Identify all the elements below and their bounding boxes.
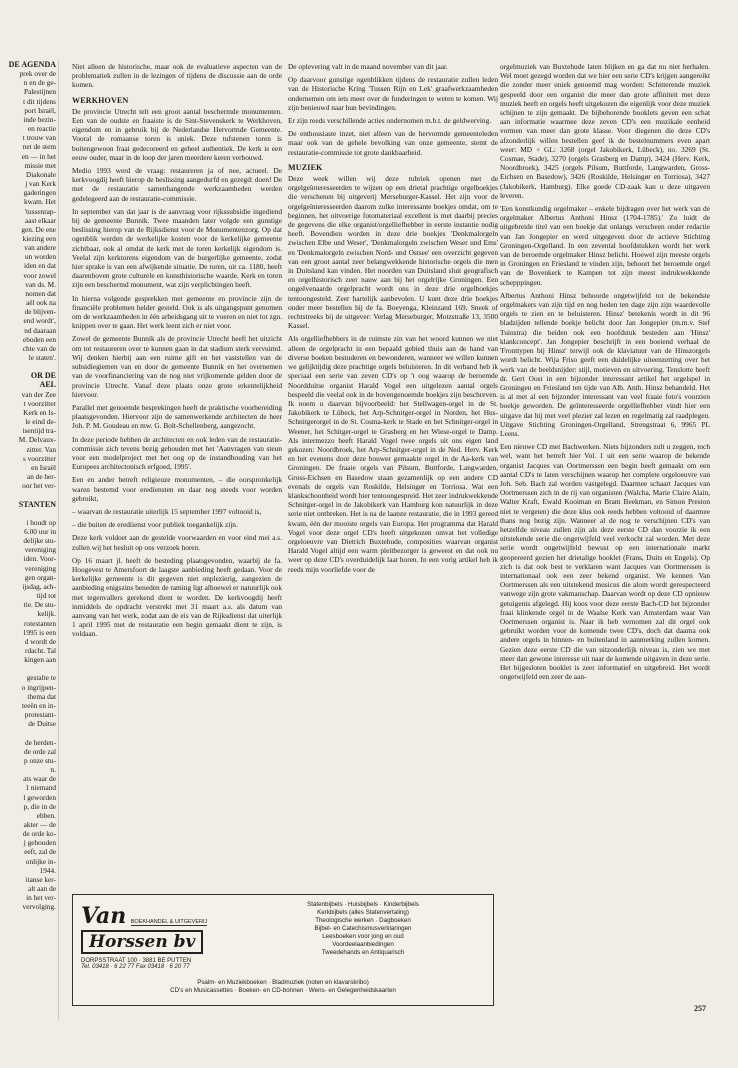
margin-line: de orde zal	[23, 746, 56, 756]
margin-line: j gehouden	[23, 838, 56, 848]
margin-line: oor het ver-	[22, 481, 56, 491]
margin-line: port Israël,	[24, 105, 56, 115]
ad-bottom-line: Psalm- en Muziekboeken · Bladmuziek (noten en klavarskribo)	[197, 979, 369, 986]
margin-line	[0, 490, 58, 499]
paragraph: – waarvan de restauratie uiterlijk 15 september 1997 voltooid is,	[72, 506, 262, 516]
margin-line: 1944.	[39, 865, 56, 875]
ad-logo-horssen: Horssen bv	[81, 930, 203, 954]
margin-line: aël ook na	[26, 298, 56, 308]
ad-subtitle: BOEKHANDEL & UITGEVERIJ	[130, 919, 208, 925]
column-3	[500, 62, 710, 1012]
margin-line: gen. De ene	[21, 224, 56, 234]
paragraph: Zowel de gemeente Bunnik als de provincie Utrecht heeft het uitzicht om tot restaureren over te kunnen gaan in dat stadium sterk vervuimd. Wij denken hierbij aan een ruime gift en het vaststellen van de subsidiegiemen van en door de gemeente Bunnik en het overnemen van de voorfinanciering van de nog niet vrijkomende gelden door de provincie Utrecht. Vanaf deze plaats onze grote erkentelijkheid hiervoor.	[72, 334, 282, 399]
margin-line: Kerk en Is-	[23, 407, 56, 417]
paragraph: De oplevering valt in de maand november van dit jaar.	[288, 62, 448, 71]
margin-line: o ingrijpen-	[21, 682, 56, 692]
paragraph: orgelmuziek van Buxtehude laten blijken en ga dat nu niet herhalen. Wel moet gezegd worden dat we hier een serie CD's krijgen aangereikt die zonder meer uniek genoemd mag worden: Schitterende muziek gespeeld door een organist die meer dan grote affiniteit met deze muziek heeft en orgels heeft uitgekozen die eigenlijk voor deze muziek schijnen te zijn gemaakt. De bijbehorende booklets geven een schat aan informatie waarmee deze zeven CD's een muzikale eenheid vormen van meer dan grote klasse. Voor diegenen die deze CD's afzonderlijk willen bestellen geef ik de bestelnummers even apart weer: MD + GL: 3268 (orgel Jakobikerk, Lübeck), no. 3269 (St. Cosmae, Stade), 3270 (orgels Grasberg en Damp), 3424 (Herv. Kerk, Noordbroek), 3425 (orgels Pilsum, Buttforde, Langwarden, Gross-Eichsen en Basedow), 3426 (Roskilde, Helsingør en Torriosa), 3427 (Jakobikerk, Hamburg). Elke goede CD-zaak kan u deze uitgaven leveren.	[500, 62, 710, 200]
paragraph: In deze periode hebben de architecten en ook leden van de restauratie-commissie zich tevens bezig gehouden met het 'Aanvragen van steun voor een modelproject met het oog op de instandhouding van het Europees architectonisch erfgoed, 1995'.	[72, 434, 282, 472]
margin-line: missie met	[24, 160, 56, 170]
margin-line: de blijven-	[24, 307, 56, 317]
section-heading: WERKHOVEN	[72, 95, 129, 105]
ad-item: Kerkbijbels (alles Statenvertaling)	[317, 909, 409, 916]
margin-line: protestant-	[24, 710, 56, 720]
margin-line: j van Kerk	[25, 179, 56, 189]
margin-line: n en de ge-	[23, 78, 56, 88]
paragraph: Op 16 maart jl. heeft de besteding plaatsgevonden, waarbij de fa. Hoogevest te Amersfoort de laagste aanbieding heeft gedaan. Voor de kerkelijke gemeente is dit gegeven niet onplezierig, aangezien de aanbieding enigszins beneden de raming ligt alhoewel er natuurlijk ook met tegenvallers gerekend dient te worden. De kerkvoogdij heeft inmiddels de opdracht verstrekt met 31 maart a.s. als datum van aanvang van het werk, zodat aan de eis van de Rijksdienst dat uiterlijk 1 april 1995 met de restauratie een begin gemaakt dient te zijn, is voldaan.	[72, 555, 282, 639]
margin-line: Palestijnen	[23, 87, 56, 97]
advertisement	[72, 894, 494, 1006]
margin-line: aast elkaar	[25, 215, 56, 225]
margin-line: nomen dat	[25, 288, 56, 298]
margin-line: 1 niemand	[25, 783, 56, 793]
margin-line: ebben.	[36, 810, 56, 820]
margin-line: n.	[50, 765, 56, 775]
ad-logo	[81, 903, 231, 970]
paragraph: De provincie Utrecht telt een groot aantal beschermde monumenten. Een van de oudste en fraaiste is de Sint-Stevenskerk te Werkhoven, eigendom en in gebruik bij de Nederlandse Hervormde Gemeente. Vooral de romaanse toren is uniek. Deze tufstenen toren is buitengewoon fraai gedecoreerd en geheel authentiek. De kerk is een eeuw ouder, maar in de loop der jaren meerdere keren verbouwd.	[72, 106, 282, 162]
margin-line: iden. Voor-	[23, 554, 56, 564]
margin-line: van der Zee	[21, 389, 56, 399]
paragraph: In hierna volgende gesprekken met gemeente en provincie zijn de financiële problemen helder gesteld. Ook is als uitgangspunt genomen om de werkzaamheden in één arbeidsgang uit te voeren en niet tot zgn. knippen over te gaan. Het werk leent zich er niet voor.	[72, 293, 282, 331]
ad-telephone: Tel. 03418 · 6 22 77 Fax 03418 · 6 20 77	[81, 964, 190, 970]
margin-line: vervolging.	[22, 902, 56, 912]
margin-line: chte van de	[22, 343, 56, 353]
margin-line	[0, 728, 58, 737]
margin-line: en Israël	[31, 462, 56, 472]
margin-line: rdacht. Tal	[25, 646, 56, 655]
paragraph: In september van dat jaar is de aanvraag voor rijkssubsidie ingediend bij de gemeente Bunnik. Twee maanden later volgde een gunstige beslissing hierop van de Rijksdienst voor de Monumentenzorg. Op dat ogenblik werden de werkelijke kosten voor de kerkelijke gemeente zichtbaar, ook al omdat de kerk met de toren kerkelijk eigendom is. Veelal zijn kerktorens eigendom van de burgerlijke gemeente, zodat hier sprake is van een afwijkende situatie. De toren, uit ca. 1180, heeft daarenboven grote culturele en kunsthistorische waarde. Kerk en toren zijn een beschermd monument, wat zijn verplichtingen heeft.	[72, 206, 282, 290]
margin-line: M. Delvaux-	[18, 435, 56, 445]
margin-line: gen organ-	[24, 572, 56, 582]
margin-line: p, die in de	[23, 801, 56, 811]
margin-line: le staten'.	[28, 353, 56, 362]
ad-bottom-lines	[79, 979, 487, 995]
margin-line: tijd tot	[36, 591, 56, 601]
margin-line: de herden-	[25, 737, 56, 747]
margin-line: inde bezin-	[23, 114, 56, 124]
margin-line: 1995 is een	[22, 627, 56, 637]
margin-line: STANTEN	[18, 499, 56, 509]
margin-line: vereniging	[24, 545, 56, 555]
paragraph: Een en ander betreft religieuze monumenten, – die oorspronkelijk waren bestemd voor erediensten en daar nog steeds voor worden gebruikt,	[72, 475, 282, 503]
margin-line: i houdt op	[26, 517, 56, 527]
paragraph: Parallel met genoemde besprekingen heeft de praktische voorbereiding plaatsgevonden. Hiervoor zijn de samenwerkende architecten de heer Joh. P. M. Goudeau en mw. G. Bolt-Schellenberg, aangezocht.	[72, 402, 282, 431]
margin-line: kingen aan	[24, 655, 56, 665]
margin-line: delijke stu-	[23, 536, 56, 546]
ad-logo-van: Van	[81, 903, 127, 929]
ad-product-list	[243, 901, 483, 957]
previous-page-margin	[0, 60, 59, 1020]
margin-line: isentijd tra-	[22, 426, 56, 436]
margin-line: t trouw van	[22, 133, 56, 143]
margin-line: DE AGENDA	[8, 60, 56, 69]
margin-line: rotestanten	[23, 618, 56, 628]
paragraph: 'Een konstkundig orgelmaker – enkele bijdragen over het werk van de orgelmaker Albertus Anthoni Hinsz (1704-1785).' Zo luidt de uitgebreide titel van een boekje dat onlangs verscheen onder redactie van Jan Jongepier en werd uitgegeven door de actieve Stichting Groningen-Orgelland. In een zevental hoofdstukken wordt het werk van de beroemde orgelmaker Hinsz belicht. Hoewel zijn meeste orgels in Groningen en Friesland te vinden zijn, behoort het beroemde orgel van de Bovenkerk te Kampen tot zijn meest indrukwekkende schepppingen.	[500, 204, 710, 287]
paragraph: Deze week willen wij deze rubriek openen met de orgelgeïnteresseerden te wijzen op een drietal prachtige orgelboekjes die verschenen bij uitgeverij Merseburger-Kassel. Het zijn voor de orgelgeïnteresseerden daarom zulke interessante boekjes omdat, om te beginnen, het uitvoerige fotomateriaal excellent is met daarbij precies de gegevens die elke organist/orgelliefhebber in eerste instantie nodig heeft. Bovendien worden in deze drie boekjes 'Denkmalorgeln zwischen Elbe und Weser', 'Denkmalorgeln zwischen Weser und Ems' en 'Denkmalorgeln zwischen Nord- und Ostsee' een overzicht gegeven van een groot aantal zeer belangwekkende historische orgels die men in Duitsland kan vinden. Het noorden van Duitsland sluit geografisch en orgelhistorisch zeer nauw aan bij het orgelrijke Groningen. Een ongeëvenaarde orgelpracht wordt ons in deze drie orgelboekjes tentoongesteld. Zeer hartelijk aanbevolen. U kunt deze drie boekjes onder meer bestellen bij de fa. Boeyenga, Kleinzand 169, Sneek of rechtstreeks bij de uitgever: Verlag Merseburger, Motzstraße 13, 3500 Kassel.	[288, 174, 498, 331]
margin-line: voor zowel	[23, 270, 56, 280]
margin-line: prek over de	[19, 69, 56, 79]
ad-item: Statenbijbels · Huisbijbels · Kinderbijbels	[307, 901, 419, 908]
margin-line: akter — de	[23, 819, 56, 829]
margin-line: p onze stu-	[23, 755, 56, 765]
margin-line: AEL	[39, 380, 56, 390]
margin-line: de Duitse	[28, 719, 56, 729]
margin-line: iden en dat	[23, 261, 56, 271]
margin-line: end wordt',	[23, 316, 56, 326]
margin-line: ats waar de	[23, 774, 56, 784]
margin-line: eeft, zal de	[24, 847, 56, 857]
margin-line: zitter. Van	[26, 444, 56, 454]
margin-line: eboden een	[22, 334, 56, 344]
margin-line: nd daaraan	[24, 325, 56, 335]
margin-line: 6.00 uur in	[24, 526, 56, 536]
margin-line: t dit tijdens	[23, 96, 56, 106]
ad-item: Leesboeken voor jong en oud	[322, 933, 404, 940]
ad-item: Voordeelaanbiedingen	[332, 941, 394, 948]
margin-line: kelijk.	[37, 609, 56, 619]
margin-line: tie. De stu-	[23, 600, 56, 610]
paragraph: – die buiten de erediienst voor publiek toegankelijk zijn.	[72, 520, 238, 530]
margin-line: onlijke in-	[25, 856, 56, 866]
paragraph: Niet alleen de historische, maar ook de evaluatieve aspecten van de problematiek zullen in de lezingen of tijdens de discussie aan de orde komen.	[72, 62, 282, 90]
margin-line: an de her-	[26, 472, 56, 482]
ad-item: Theologische werken · Dagboeken	[315, 917, 411, 924]
margin-line: itanse ker-	[25, 874, 56, 884]
ad-item: Tweedehands en Antiquarisch	[321, 949, 405, 956]
margin-line: van ds. M.	[25, 279, 56, 289]
ad-address: DORPSSTRAAT 100 · 3881 BE PUTTEN	[81, 958, 192, 964]
margin-line: OR DE	[30, 371, 56, 381]
margin-line: gestalte te	[26, 673, 56, 683]
margin-line	[0, 509, 58, 518]
margin-line: de orde ko-	[22, 829, 56, 839]
ad-bottom-line: CD's en Musicassettes · Boeken- en CD-bonnen · Wens- en Gelegenheidskaarten	[170, 987, 396, 994]
margin-line: s voorzitter	[22, 453, 56, 463]
margin-line: net de stem	[22, 142, 56, 152]
paragraph: Deze kerk voldoet aan de gestelde voorwaarden en voor eind mei a.s. zullen wij het besluit op ons verzoek horen.	[72, 533, 282, 552]
margin-line: kiezing een	[22, 233, 56, 243]
margin-line	[0, 664, 58, 673]
paragraph: Er zijn reeds verschillende acties ondernomen m.b.t. de geldwerving.	[288, 116, 492, 126]
margin-line: 'tussenrap-	[24, 206, 56, 216]
margin-line: vereniging	[24, 563, 56, 573]
margin-line: in het ver-	[26, 893, 56, 903]
page-number: 257	[694, 1004, 706, 1013]
margin-line: un worden	[24, 252, 56, 262]
column-1	[72, 62, 282, 884]
margin-line: Diakonale	[26, 169, 56, 179]
margin-line: en reactie	[27, 124, 56, 134]
paragraph: Medio 1993 werd de vraag: restaureren ja of nee, actueel. De kerkvoogdij heeft hierop de beslissing aangedurfd en gezegd: doen! De met de restauratie samenhangende werkzaamheden werden gedelegeerd aan de restauratie-commissie.	[72, 166, 282, 203]
margin-line: thema dat	[27, 691, 56, 701]
margin-line: t voorzitter	[23, 398, 56, 408]
ad-item: Bijbel- en Catechismusverklaringen	[314, 925, 412, 932]
margin-line: kwam. Het	[23, 197, 56, 207]
paragraph: Op daarvoor gunstige ogenblikken tijdens de restauratie zullen leden van de Historische Kring 'Tussen Rijn en Lek' graafwerkzaamheden ondernemen om iets meer over de funderingen te weten te komen. Wij zijn benieuwd naar hun bevindingen.	[288, 75, 498, 112]
margin-line: en — in het	[21, 151, 56, 161]
margin-line: gaderingen	[23, 188, 56, 198]
margin-line: van andere	[24, 243, 56, 253]
paragraph: Als orgelliefhebbers in de ruimste zin van het woord kunnen we niet alleen de orgelpracht in een bepaald gebied thuis aan de hand van diverse boeken bestuderen en bewonderen, wanneer we willen kunnen we gelijktijdig deze prachtige orgels beluisteren. In dit verband heb ik speciaal een serie van zeven CD's op 't oog waarop de beroemde Noordduitse organist Harald Vogel een uitgelezen aantal orgels bespeeld die veelal ook in de bovengenoemde boekjes zijn beschreven. Ik noem u daarvan bijvoorbeeld: het Stellwagen-orgel in de St. Jakobikerk te Lübeck, het Arp-Schnitger-orgel in Norden, het Hus-Schnitgerorgel in de St. Cosma-kerk te Stade en het Schnitger-orgel in Weener, het Schitger-orgel te Grasberg en het Wiese-orgel te Damp. Als intermezzo heeft Harald Vogel twee orgels uit ons eigen land gekozen: Noordbroek, het Arp-Schnitger-orgel in de Ned. Herv. Kerk en het evenens door deze bouwer gemaakte orgel in de Aa-kerk van Groningen. De fraaie orgels van Pilsum, Buttforde, Langwarden, Gross-Eichsen en Basedow staan gezamenlijk op een andere CD evenals de orgels van Roskilde, Helsingør en Torriosa. Wat een klankschoonheid wordt hier tentoongespreid. Het zeer indrukwekkende Schnitger-orgel in de Jakobikerk van Hamburg kon natuurlijk in deze serie niet ontbreken. Het is na de laatste restauratie, die in 1993 gereed kwam, één der mooiste orgels van Europa. Het programma dat Harald Vogel voor deze orgel CD's heeft uitgekozen omvat het volledige orgeloeuvre van Dietrich Buxtehude, composities waarvan organist Harald Vogel altijd een warm pleitbezorger is geweest en dat ook nu weer op deze CD's overduidelijk laat horen. In een vorig artikel heb ik reeds mijn voorliefde voor de	[288, 334, 498, 574]
paragraph: Albertus Anthoni Hinsz behoorde ongetwijfeld tot de bekendste orgelmakers van zijn tijd en nog heden ten dage zijn zijn waardevolle orgels te zien en te beluisteren. Hinsz' betekenis wordt in dit 96 bladzijden tellende boekje belicht door Jan Jongepier (m.m.v. Stef Tuinstra) die beiden ook een hoofdstuk besteden aan 'Hinsz' klankconcept'. Jan Jongepier beschrijft in een boeiend verhaal de 'Fronttypen bij Hinsz' terwijl ook de klaviatuur van de Hinszorgels wordt belicht. Wija Friso geeft een duidelijke uiteenzetting over het werk van de beeldsnijder: stijl, motieven en uitvoering. Tenslotte heeft dr. Gert Oost in een bijzonder interessant artikel het orgelspel in Groningen en Friesland ten tijde van Alb. Anth. Hinsz behandeld. Het is al met al een bijzonder interessant van veel fraaie foto's voorzien boekje geworden. De geïnteresseerde orgelliefhebber vindt hier een uitgave dat hij met veel plezier zal lezen en regelmatig zal raadplegen. Uitgave Stichting Groningen-Orgelland, Strengstraat 6, 9965 PL Leens.	[500, 290, 710, 438]
margin-line: ijsdag, ach-	[22, 581, 56, 591]
margin-line	[0, 362, 58, 371]
margin-line: d wordt de	[24, 636, 56, 646]
paragraph: De enthousiaste inzet, niet alleen van de hervormde gemeenteleden maar ook van de gehele bevolking van onze gemeente, stemt de restauratie-commissie tot grote dankbaarheid.	[288, 129, 498, 157]
column-2	[288, 62, 498, 802]
margin-line: alt aan de	[28, 884, 56, 894]
margin-line: l geworden	[23, 792, 56, 802]
paragraph: Een nieuwe CD met Bachwerken. Niets bijzonders zult u zeggen, toch wel, want het betreft hier Vol. 1 uit een serie waarop de bekende organist Jacques van Oortmerssen een begin heeft gemaakt om een aantal CD's te laten verschijnen waarop het complete orgeloeuvre van Joh. Seb. Bach zal worden vastgelegd. Daarmee schaart Jacques van Oortmerssen zich in de rij van organisten (Walcha, Marie Claire Alain, Walter Kraft, Ewald Kooiman en Bram Beekman, en Simon Preston niet te vergeten) die deze klus ook reeds hebben voltooid of daarmee thans nog bezig zijn. Wanneer al de nog te verschijnen CD's van hetzelfde niveau zullen zijn als deze eerste CD dan voorzie ik een uitstekende serie die ongetwijfeld veel verkocht zal worden. Met deze serie wordt ongetwijfeld bewust op een internationale markt geopereerd gezien het drietalige booklet (Frans, Duits en Engels). Op zich is dat ook best te verklaren want Jacques van Oortmerssen is internationaal ook een zeer bekend organist. We kennen Van Oortmerssen als een uitstekend musicus die alom wordt gerespecteerd vanwege zijn grote vakmanschap. Daarvan wordt op deze CD opnieuw getuigenis afgelegd. Hij koos voor deze eerste Bach-CD het bijzonder fraai klinkende orgel in de Waalse Kerk van Amsterdam waar Van Oortmerssen organist is. Naar ik heb vernomen zal dit orgel ook gebruikt worden voor de komende twee CD's, doch dat daarna ook andere orgels in binnen- en buitenland in aanmerking zullen komen. Gezien deze eerste CD die van uitzonderlijk niveau is, zien we met meer dan gewone interesse uit naar de komende uitgaven in deze serie. Het bijgesloten booklet is zeer informatief en uitgebreid. Het wordt ongetwijfeld een zeer de aan-	[500, 442, 710, 682]
margin-line: le eind de-	[25, 417, 56, 427]
section-heading: MUZIEK	[288, 162, 323, 172]
margin-line: teeën en in-	[21, 700, 56, 710]
